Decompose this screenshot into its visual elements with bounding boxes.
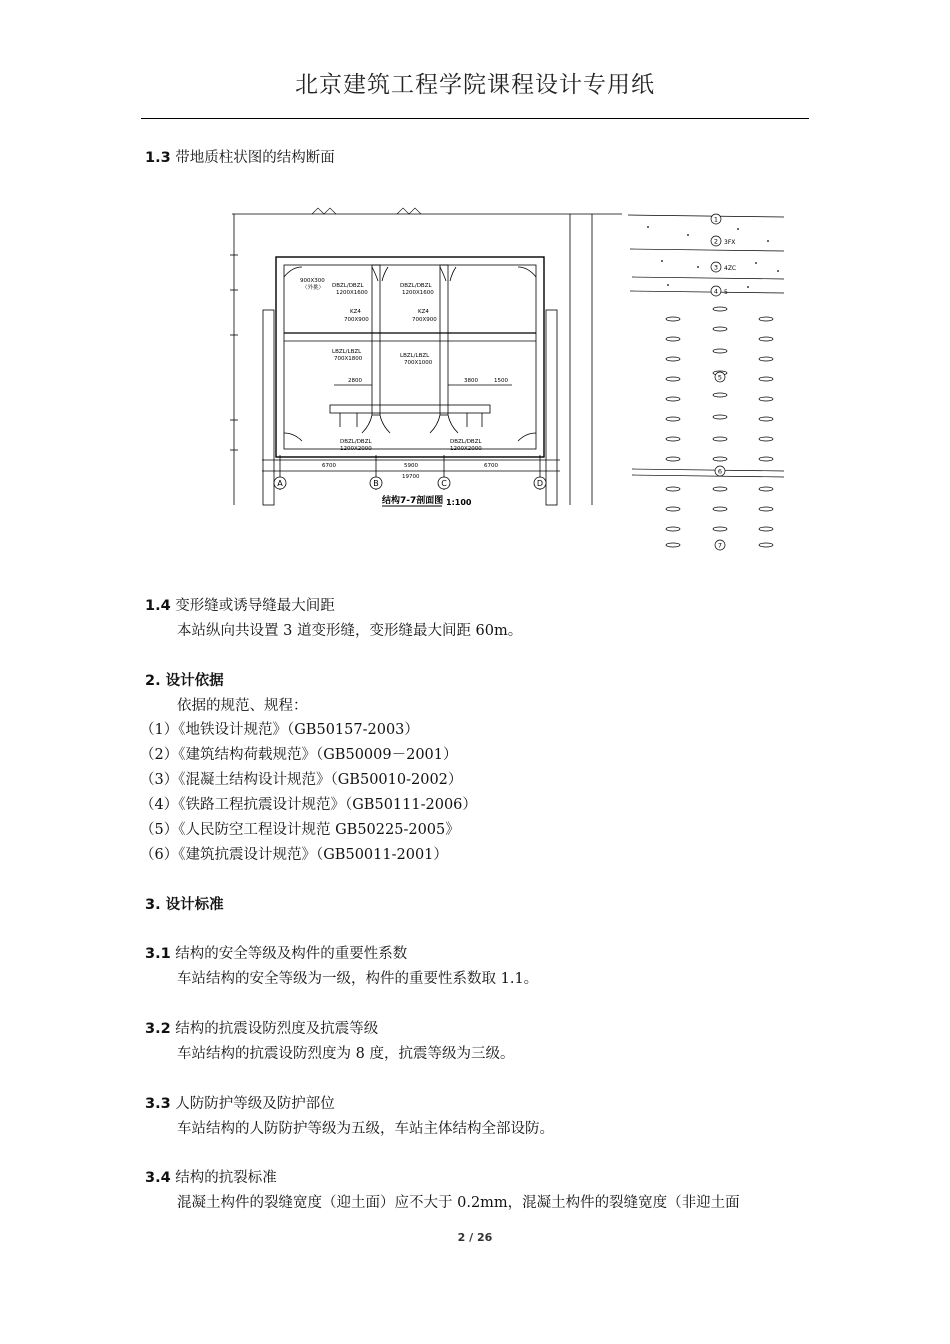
header-divider xyxy=(141,118,809,119)
page-header-title: 北京建筑工程学院课程设计专用纸 xyxy=(295,72,655,98)
section-number: 3. xyxy=(145,897,161,913)
stratum-2-tag: 3FX xyxy=(724,239,736,246)
middle-beam-left-size: 700X1800 xyxy=(334,356,363,362)
section-title: 人防防护等级及防护部位 xyxy=(175,1096,335,1112)
section-number: 2. xyxy=(145,673,161,689)
section-3-1-heading xyxy=(145,945,407,963)
section-3-heading xyxy=(145,896,224,914)
dim-1500: 1500 xyxy=(494,378,508,384)
section-1-3-heading xyxy=(145,149,335,167)
section-3-2-heading xyxy=(145,1020,378,1038)
section-2-heading xyxy=(145,672,224,690)
reference-item: （4）《铁路工程抗震设计规范》（GB50111-2006） xyxy=(140,797,477,813)
top-beam-left-label: DBZL/DBZL xyxy=(332,283,364,289)
bottom-beam-right-size: 1200X2000 xyxy=(450,446,482,452)
axis-b-label: B xyxy=(373,479,379,488)
section-title: 变形缝或诱导缝最大间距 xyxy=(175,598,335,614)
section-title: 结构的抗裂标准 xyxy=(175,1170,277,1186)
reference-item: （3）《混凝土结构设计规范》（GB50010-2002） xyxy=(140,772,463,788)
section-number: 3.3 xyxy=(145,1096,171,1112)
section-3-4-body: 混凝土构件的裂缝宽度（迎土面）应不大于 0.2mm，混凝土构件的裂缝宽度（非迎土面 xyxy=(177,1195,740,1211)
section-title: 带地质柱状图的结构断面 xyxy=(175,150,335,166)
section-title: 结构的安全等级及构件的重要性系数 xyxy=(175,946,408,962)
stratum-1-label: 1 xyxy=(713,215,719,224)
section-number: 1.4 xyxy=(145,598,171,614)
reference-item: （2）《建筑结构荷载规范》（GB50009－2001） xyxy=(140,747,458,763)
column-right-size: 700X900 xyxy=(412,317,437,323)
section-number: 3.1 xyxy=(145,946,171,962)
reference-item: （1）《地铁设计规范》（GB50157-2003） xyxy=(140,722,419,738)
span-2-dim: 5900 xyxy=(404,463,418,469)
column-left-label: KZ4 xyxy=(350,309,361,315)
section-3-3-heading xyxy=(145,1095,335,1113)
stratum-4-tag: 5 xyxy=(724,289,728,296)
middle-beam-left-label: LBZL/LBZL xyxy=(332,349,362,355)
span-3-dim: 6700 xyxy=(484,463,498,469)
section-3-1-body: 车站结构的安全等级为一级，构件的重要性系数取 1.1。 xyxy=(177,971,539,987)
axis-d-label: D xyxy=(536,479,544,488)
reference-item: （5）《人民防空工程设计规范 GB50225-2005》 xyxy=(140,822,460,838)
section-title: 设计标准 xyxy=(165,897,224,913)
section-title: 设计依据 xyxy=(165,673,224,689)
beam-label-note: （外挑） xyxy=(302,285,325,291)
structure-section-drawing xyxy=(222,205,622,535)
axis-c-label: C xyxy=(441,479,447,488)
stratum-6-label: 6 xyxy=(717,467,723,476)
section-1-4-heading xyxy=(145,597,335,615)
span-1-dim: 6700 xyxy=(322,463,336,469)
middle-beam-right-label: LBZL/LBZL xyxy=(400,353,430,359)
section-number: 3.2 xyxy=(145,1021,171,1037)
section-number: 3.4 xyxy=(145,1170,171,1186)
geological-column xyxy=(628,205,788,555)
beam-label: 900X300 xyxy=(300,278,325,284)
section-3-3-body: 车站结构的人防防护等级为五级，车站主体结构全部设防。 xyxy=(177,1121,554,1137)
stratum-7-label: 7 xyxy=(717,541,723,550)
top-beam-left-size: 1200X1600 xyxy=(336,290,368,296)
stratum-3-tag: 4ZC xyxy=(724,265,737,272)
stratum-2-label: 2 xyxy=(713,237,719,246)
section-number: 1.3 xyxy=(145,150,171,166)
section-3-2-body: 车站结构的抗震设防烈度为 8 度，抗震等级为三级。 xyxy=(177,1046,515,1062)
reference-item: （6）《建筑抗震设计规范》（GB50011-2001） xyxy=(140,847,448,863)
dim-3800: 3800 xyxy=(464,378,478,384)
axis-a-label: A xyxy=(277,479,283,488)
page-number: 2 / 26 xyxy=(457,1231,493,1244)
column-left-size: 700X900 xyxy=(344,317,369,323)
stratum-3-label: 3 xyxy=(713,263,719,272)
drawing-caption: 结构7-7剖面图 xyxy=(382,496,444,506)
bottom-beam-left-size: 1200X2000 xyxy=(340,446,372,452)
column-right-label: KZ4 xyxy=(418,309,429,315)
top-beam-right-label: DBZL/DBZL xyxy=(400,283,432,289)
section-3-4-heading xyxy=(145,1169,277,1187)
section-2-intro: 依据的规范、规程： xyxy=(177,698,308,714)
stratum-5-label: 5 xyxy=(717,373,723,382)
middle-beam-right-size: 700X1000 xyxy=(404,360,433,366)
stratum-4-label: 4 xyxy=(713,287,719,296)
top-beam-right-size: 1200X1600 xyxy=(402,290,434,296)
dim-2800: 2800 xyxy=(348,378,362,384)
section-title: 结构的抗震设防烈度及抗震等级 xyxy=(175,1021,379,1037)
drawing-scale: 1:100 xyxy=(446,498,472,507)
bottom-beam-right-label: DBZL/DBZL xyxy=(450,439,482,445)
bottom-beam-left-label: DBZL/DBZL xyxy=(340,439,372,445)
total-span-dim: 19700 xyxy=(402,474,420,480)
section-1-4-body: 本站纵向共设置 3 道变形缝，变形缝最大间距 60m。 xyxy=(177,623,523,639)
